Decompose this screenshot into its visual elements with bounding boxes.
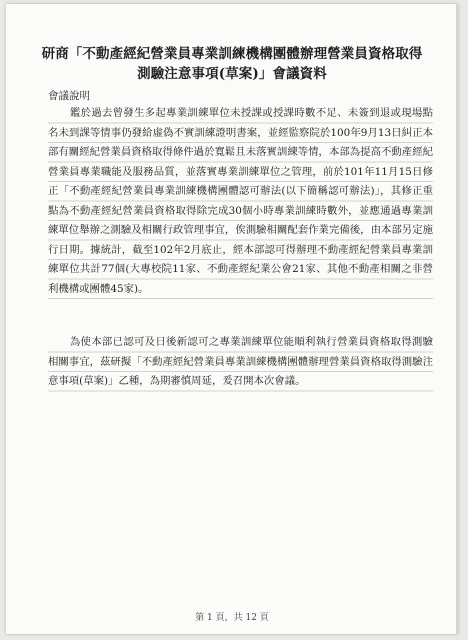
document-title-line-2: 測驗注意事項(草案)」會議資料 (137, 66, 327, 82)
paragraph-purpose: 為使本部已認可及日後新認可之專業訓練單位能順利執行營業員資格取得測驗相關事宜，茲研擬「不動產經紀營業員專業訓練機構團體辦理營業員資格取得測驗注意事項(草案)」乙種，為期審慎周延，爰召開本次會議。 (48, 333, 433, 392)
page-number-footer: 第 1 頁，共 12 頁 (195, 613, 269, 623)
paragraph-background: 鑑於過去曾發生多起專業訓練單位未授課或授課時數不足、未簽到退或現場點名未到課等情事仍發給虛偽不實訓練證明書案，並經監察院於100年9月13日糾正本部有關經紀營業員資格取得條件過於寬鬆且未落實訓練等情，本部為提高不動產經紀營業員專業職能及服務品質，並落實專業訓練單位之管理，前於101年11月15日修正「不動產經紀營業員專業訓練機構團體認可辦法(以下簡稱認可辦法)」，其修正重點為不動產經紀營業員資格取得除完成30個小時專業訓練時數外，並應通過專業訓練單位舉辦之測驗及相關行政管理事宜，俟測驗相關配套作業完備後，由本部另定施行日期。據統計，截至102年2月底止，經本部認可得辦理不動產經紀營業員專業訓練單位共計77個(大專校院11家、不動產經紀業公會21家、其他不動產相關之非營利機構或團體45家)。 (48, 104, 433, 299)
scan-edge-shadow (456, 4, 458, 634)
document-title-line-1: 研商「不動產經紀營業員專業訓練機構團體辦理營業員資格取得 (41, 46, 423, 62)
document-page (6, 4, 458, 634)
section-heading: 會議說明 (48, 90, 90, 102)
